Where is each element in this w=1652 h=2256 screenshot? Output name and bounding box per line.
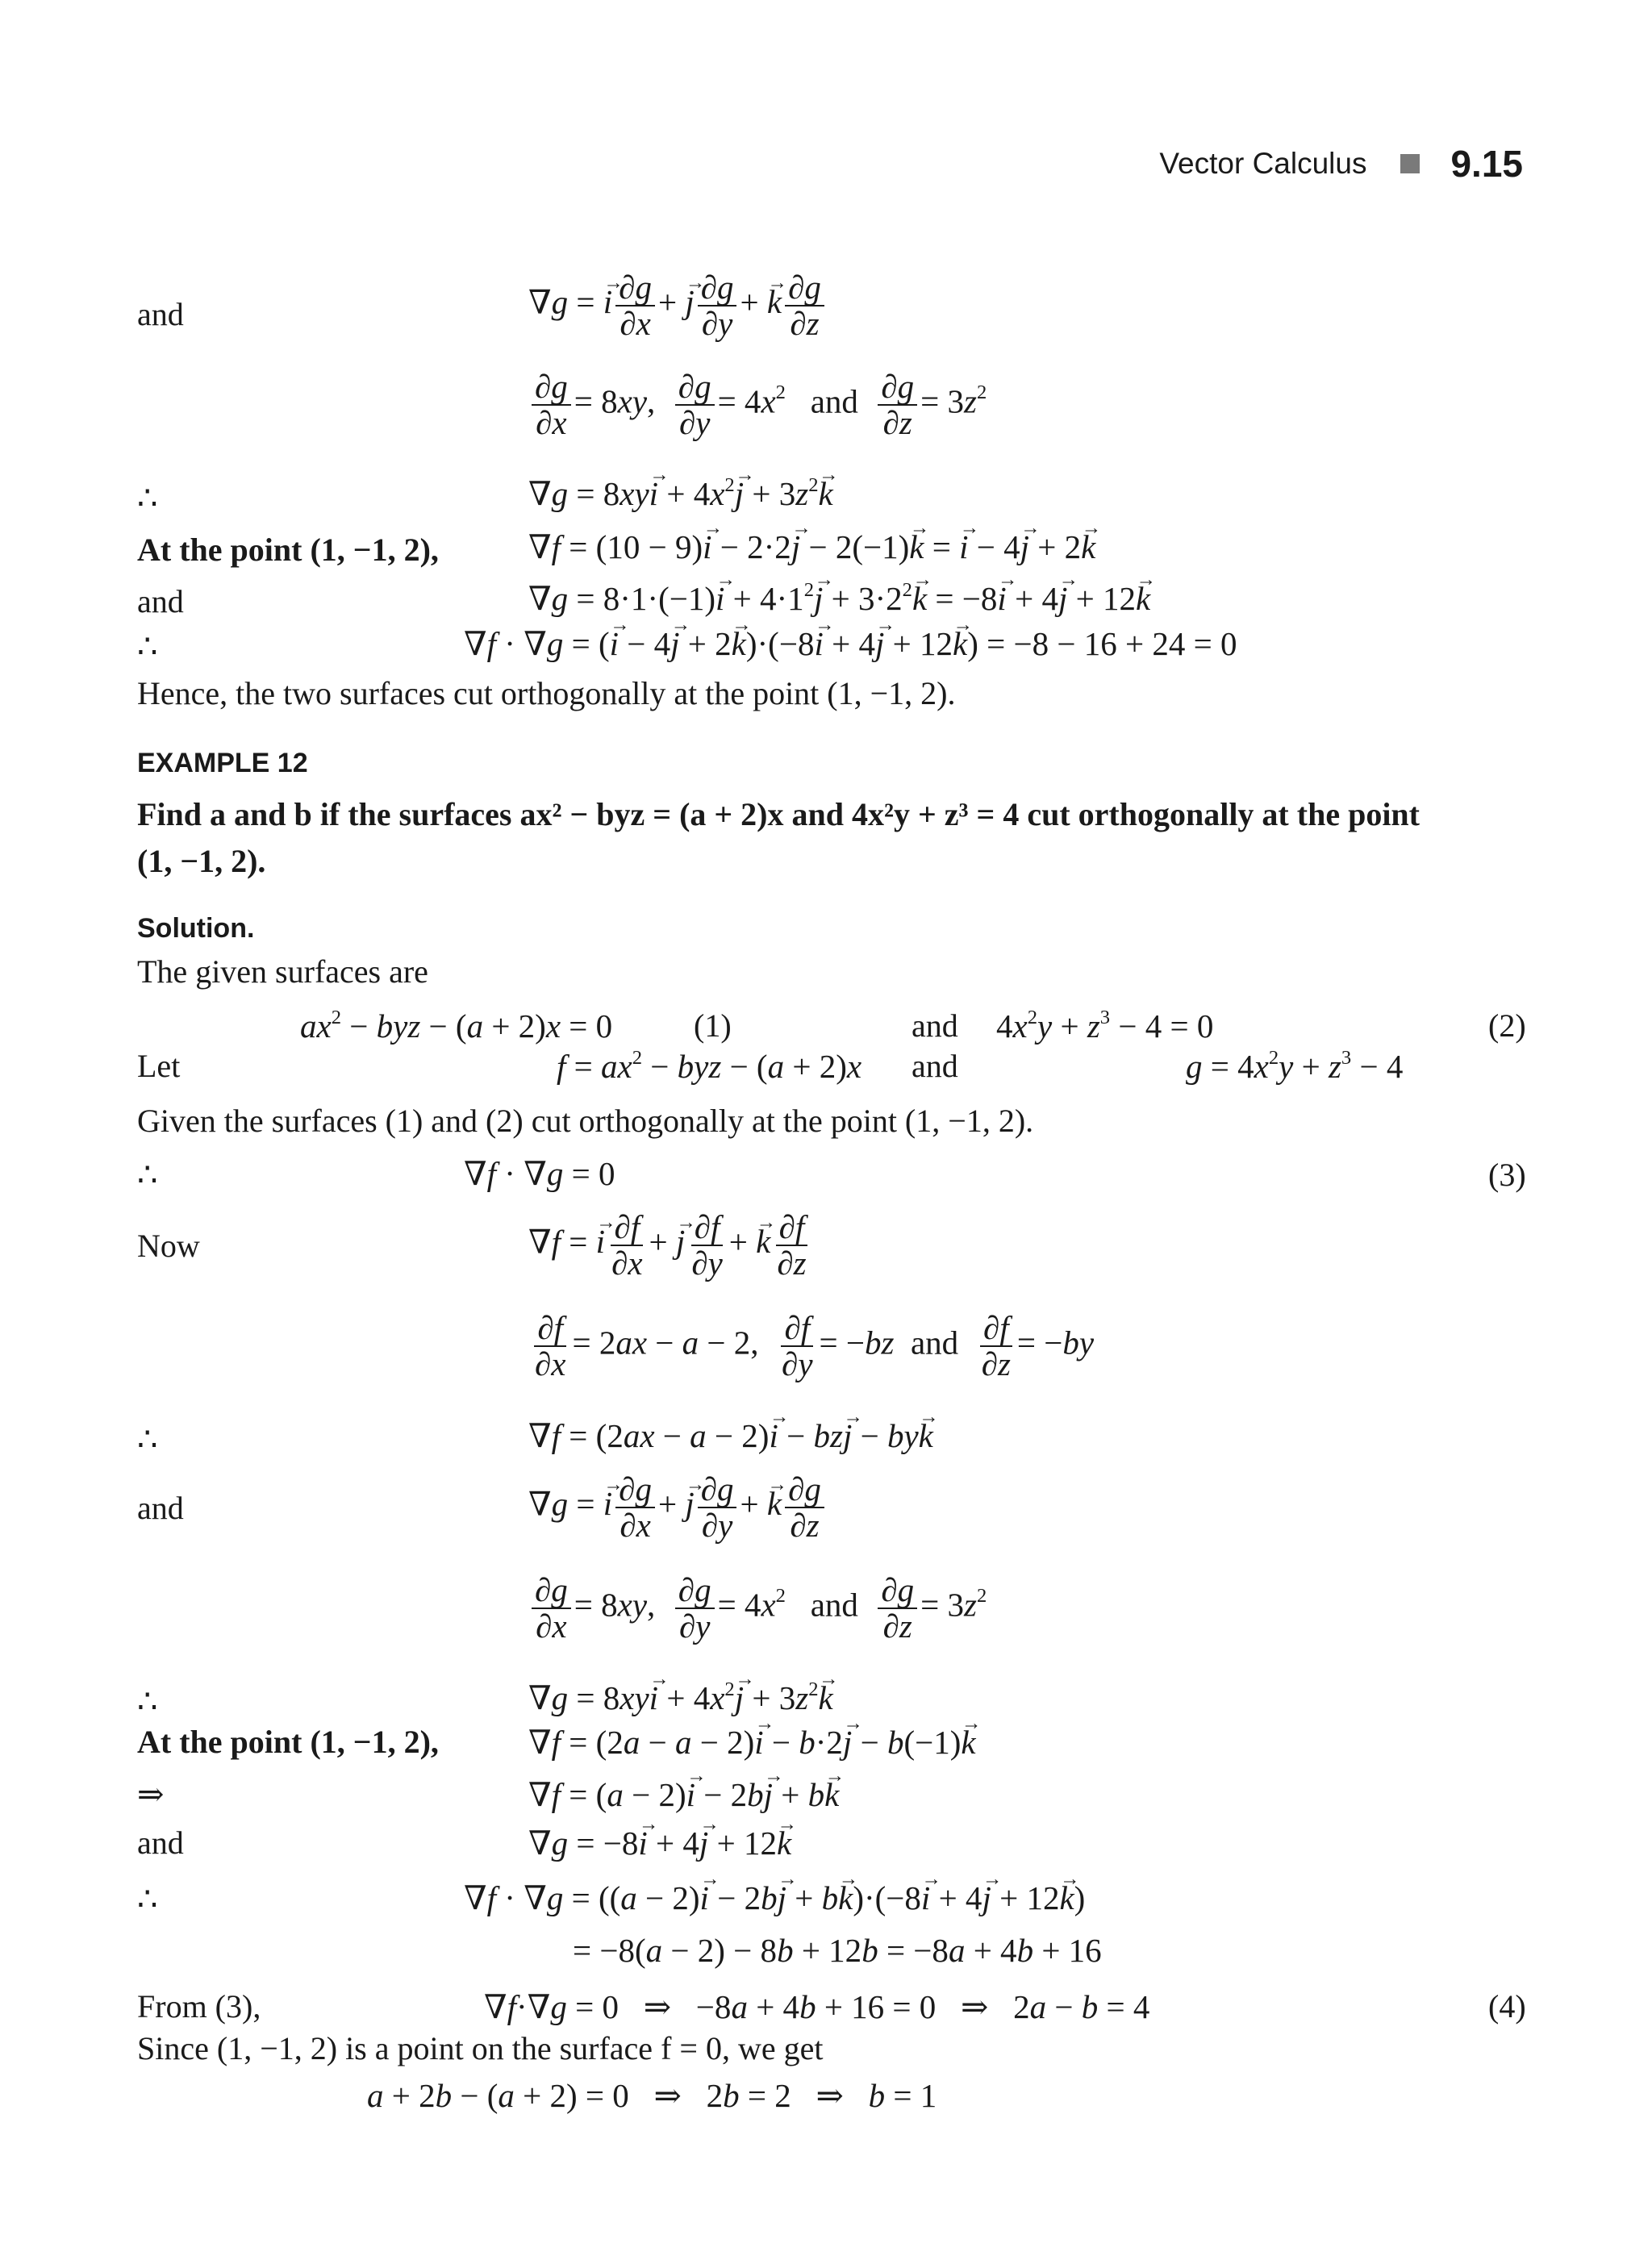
label-at-point: At the point (1, −1, 2), — [137, 532, 439, 568]
equation-orthogonal-condition: ∇f · ∇g = 0 — [464, 1155, 615, 1192]
label-and: and — [912, 1048, 958, 1084]
equation-g-def: $g = 4x^2y + z^3 - 4$ — [1186, 1046, 1404, 1085]
given-surfaces-text: The given surfaces are — [137, 953, 428, 990]
since-text: Since (1, −1, 2) is a point on the surface f = 0, we get — [137, 2030, 824, 2066]
equation-grad-f-at-point: ∇f = (10 − 9)→ i − 2·2→ j − 2(−1)→ k = → i − 4→ j + 2→ k — [528, 531, 1095, 564]
equation-grad-g-2: $\nabla g = 8xy\to i + 4x^2\to j + 3z^2\to k$ — [528, 1682, 833, 1715]
label-and: and — [137, 583, 184, 619]
label-let: Let — [137, 1048, 181, 1084]
equation-grad-f-at-point-2: ∇f = (2a − a − 2)→ i − b·2→ j − b(−1)→ k — [528, 1726, 976, 1759]
equation-grad-f: ∇f = (2ax − a − 2)→ i − bz→ j − by→ k — [528, 1420, 933, 1453]
label-and: and — [137, 296, 184, 332]
label-and: and — [137, 1824, 184, 1861]
label-and: and — [912, 1007, 958, 1044]
equation-condition-4: ∇f·∇g = 0 ⇒ −8a + 4b + 16 = 0 ⇒ 2a − b = 4 — [484, 1988, 1150, 2025]
equation-partials-f: $\frac{\partial f}{\partial x}$ = 2ax − a − 2, $\frac{\partial f}{\partial y}$ = −bz and $\frac{\partial f}{\partial z}$ = −by — [535, 1309, 1095, 1383]
equation-dot-product: ∇f · ∇g = (→ i − 4→ j + 2→ k)·(−8→ i + 4→ j + 12→ k) = −8 − 16 + 24 = 0 — [464, 628, 1237, 661]
example-label: EXAMPLE 12 — [137, 748, 308, 778]
equation-surface-2: $4x^2y + z^3 - 4 = 0$ — [996, 1006, 1214, 1045]
problem-statement-line1: Find a and b if the surfaces ax² − byz = (a + 2)x and 4x²y + z³ = 4 cut orthogonally at the point — [137, 796, 1420, 832]
label-and: and — [137, 1490, 184, 1526]
label-therefore: ∴ — [137, 1157, 158, 1193]
equation-dot-product-expanded: = −8(a − 2) − 8b + 12b = −8a + 4b + 16 — [573, 1932, 1102, 1969]
header-square-icon — [1400, 154, 1420, 173]
label-therefore: ∴ — [137, 628, 158, 665]
given-cut-text: Given the surfaces (1) and (2) cut orthogonally at the point (1, −1, 2). — [137, 1103, 1034, 1139]
label-therefore: ∴ — [137, 480, 158, 516]
equation-final: a + 2b − (a + 2) = 0 ⇒ 2b = 2 ⇒ b = 1 — [367, 2077, 937, 2114]
page-number: 9.15 — [1450, 143, 1523, 185]
equation-grad-g: $\nabla g = 8xy\to i + 4x^2\to j + 3z^2\to k$ — [528, 477, 833, 511]
solution-label: Solution. — [137, 913, 255, 944]
equation-grad-g-at-point: $\nabla g = 8\cdot 1\cdot(-1)\to i + 4\cdot 1^2\to j + 3\cdot 2^2\to k = -8\to i + 4\to j + 12\to k$ — [528, 582, 1150, 615]
equation-grad-g-def-2: ∇g = → i $\frac{\partial g}{\partial x}$ + → j $\frac{\partial g}{\partial y}$ + → k $\frac{\partial g}{\partial z}$ — [528, 1472, 828, 1543]
equation-partials-g: $\frac{\partial g}{\partial x}$ = 8xy, $\frac{\partial g}{\partial y}$ = $4x^2$ and $\frac{\partial g}{\partial z}$ = $3z^2$ — [528, 369, 987, 440]
label-therefore: ∴ — [137, 1683, 158, 1720]
equation-partials-g-2: $\frac{\partial g}{\partial x}$ = 8xy, $\frac{\partial g}{\partial y}$ = $4x^2$ and $\frac{\partial g}{\partial z}$ = $3z^2$ — [528, 1573, 987, 1644]
problem-statement-line2: (1, −1, 2). — [137, 843, 266, 879]
equation-number-1: (1) — [694, 1007, 732, 1044]
conclusion-text: Hence, the two surfaces cut orthogonally at the point (1, −1, 2). — [137, 675, 956, 711]
running-header — [1159, 142, 1523, 186]
label-implies: ⇒ — [137, 1776, 165, 1812]
label-at-point: At the point (1, −1, 2), — [137, 1724, 439, 1760]
equation-number-4: (4) — [1488, 1988, 1526, 2025]
label-now: Now — [137, 1228, 200, 1264]
equation-number-2: (2) — [1488, 1007, 1526, 1044]
label-therefore: ∴ — [137, 1421, 158, 1457]
equation-f-def: $f = ax^2$ − byz − (a + 2)x — [557, 1046, 862, 1085]
equation-number-3: (3) — [1488, 1157, 1526, 1193]
equation-grad-g-at-point-2: ∇g = −8→ i + 4→ j + 12→ k — [528, 1827, 791, 1860]
equation-grad-f-def: ∇f = → i $\frac{\partial f}{\partial x}$ + → j $\frac{\partial f}{\partial y}$ + → k $\frac{\partial f}{\partial z}$ — [528, 1210, 813, 1281]
label-from3: From (3), — [137, 1988, 261, 2025]
equation-grad-f-simplified: ∇f = (a − 2)→ i − 2b→ j + b→ k — [528, 1779, 839, 1812]
equation-dot-product-2: ∇f · ∇g = ((a − 2)→ i − 2b→ j + b→ k)·(−8→ i + 4→ j + 12→ k) — [464, 1882, 1085, 1915]
chapter-title: Vector Calculus — [1159, 147, 1367, 180]
equation-surface-1: $ax^2$ − byz − (a + 2)x = 0 — [300, 1006, 613, 1045]
label-therefore: ∴ — [137, 1881, 158, 1917]
equation-grad-g-def: ∇g = → i $\frac{\partial g}{\partial x}$ + → j $\frac{\partial g}{\partial y}$ + → k $\frac{\partial g}{\partial z}$ — [528, 270, 828, 341]
